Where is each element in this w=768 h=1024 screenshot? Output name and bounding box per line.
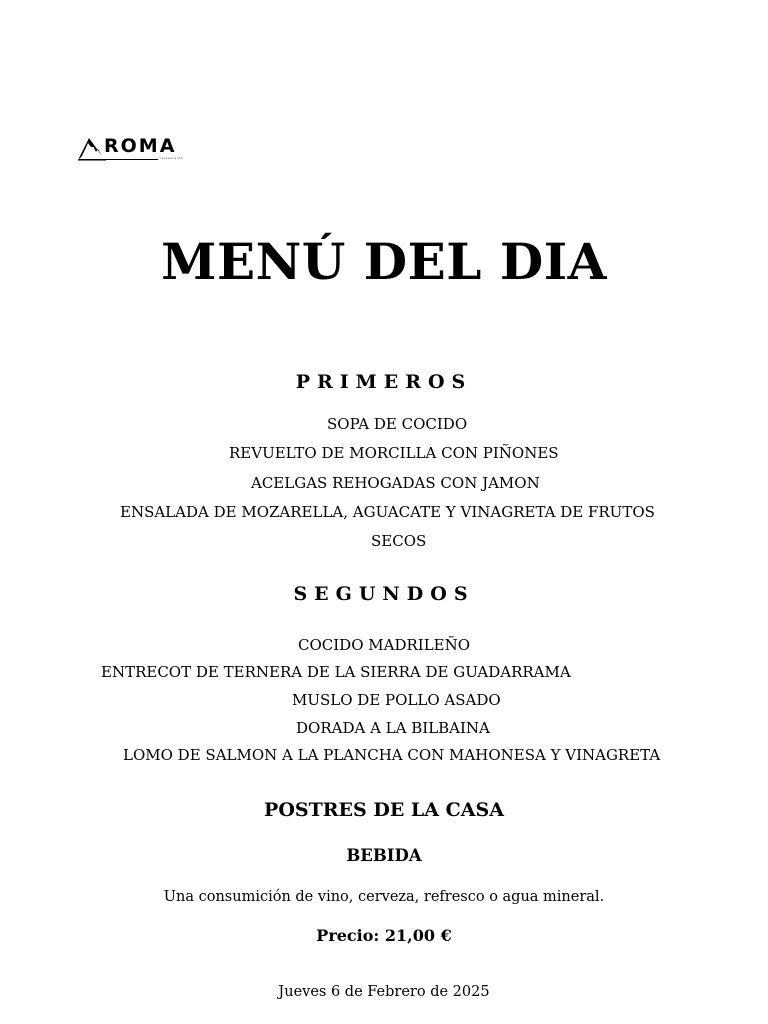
segundos-heading: SEGUNDOS (293, 583, 475, 605)
logo-subtitle: restaurante (160, 156, 183, 160)
logo-text: ROMA (104, 135, 177, 157)
bebida-description: Una consumición de vino, cerveza, refresco o agua mineral. (163, 889, 605, 905)
dish-item: MUSLO DE POLLO ASADO (292, 691, 501, 709)
dish-item: DORADA A LA BILBAINA (296, 719, 490, 737)
aroma-logo (78, 134, 190, 164)
page-title: MENÚ DEL DIA (161, 232, 607, 291)
dish-item: COCIDO MADRILEÑO (298, 636, 471, 654)
menu-date: Jueves 6 de Febrero de 2025 (278, 984, 490, 1000)
price-label: Precio: 21,00 € (316, 926, 452, 945)
dish-item: SOPA DE COCIDO (327, 415, 468, 433)
dish-item: ACELGAS REHOGADAS CON JAMON (251, 474, 540, 492)
dish-item: ENTRECOT DE TERNERA DE LA SIERRA DE GUADARRAMA (101, 663, 571, 681)
dish-item: LOMO DE SALMON A LA PLANCHA CON MAHONESA Y VINAGRETA (123, 746, 661, 764)
primeros-heading: PRIMEROS (295, 371, 473, 393)
bebida-heading: BEBIDA (346, 846, 422, 865)
dish-item: REVUELTO DE MORCILLA CON PIÑONES (229, 444, 559, 462)
dish-item: ENSALADA DE MOZARELLA, AGUACATE Y VINAGRETA DE FRUTOS (120, 503, 655, 521)
dish-item: SECOS (371, 532, 427, 550)
postres-heading: POSTRES DE LA CASA (264, 799, 504, 821)
